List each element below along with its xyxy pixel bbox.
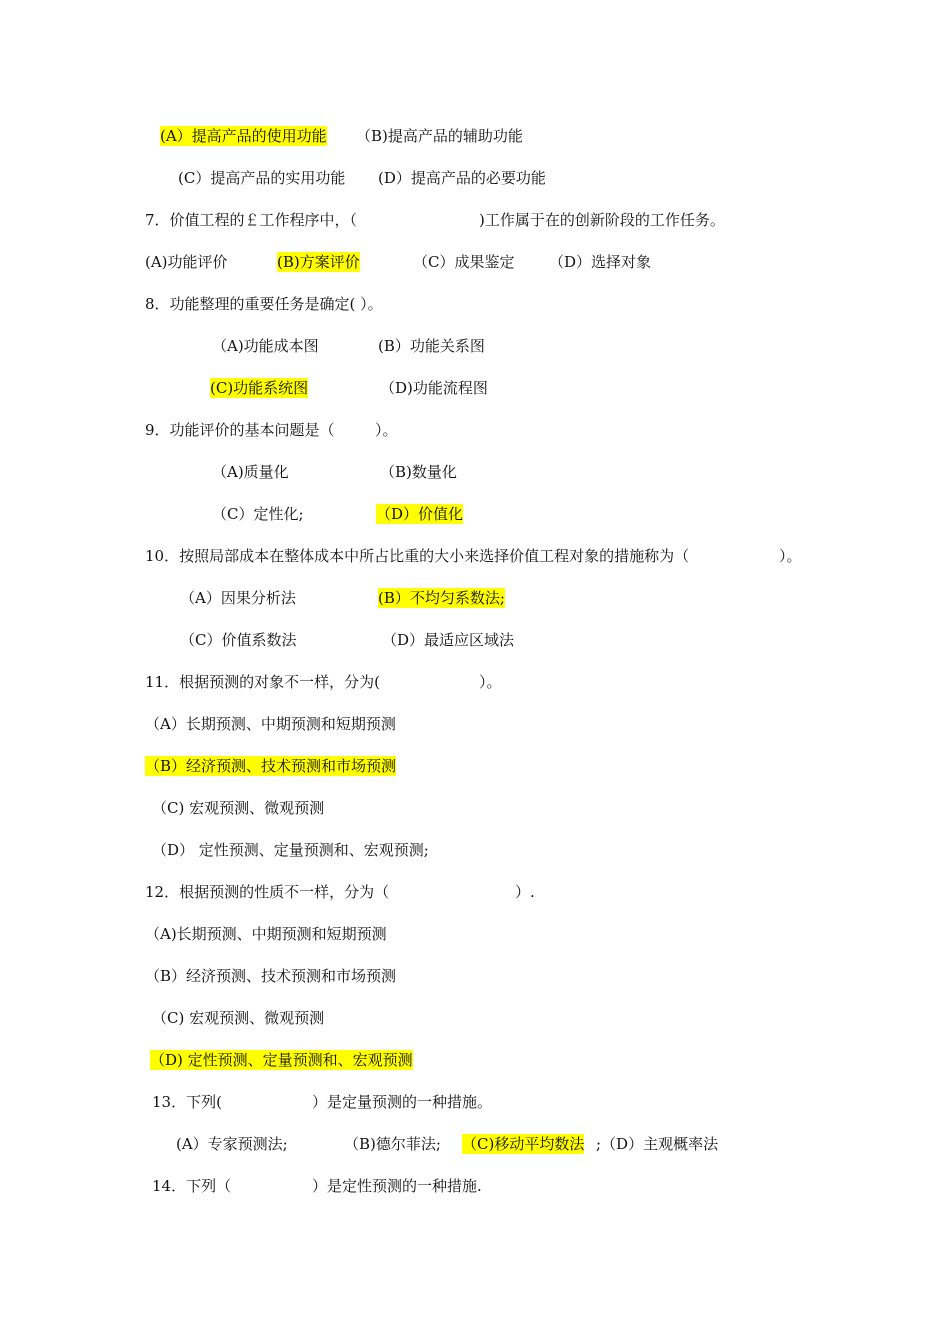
option-b-text: (B）不均匀系数法; [378, 589, 505, 607]
question-text: 11．根据预测的对象不一样，分为( [145, 673, 380, 691]
question-text: 8．功能整理的重要任务是确定( ）。 [145, 295, 383, 313]
option-a-text: (A）提高产品的使用功能 [160, 127, 327, 145]
question-text: 10．按照局部成本在整体成本中所占比重的大小来选择价值工程对象的措施称为（ [145, 547, 690, 565]
question-text-tail: ）。 [479, 673, 502, 691]
option-a-text: (A)功能评价 [145, 253, 228, 271]
option-a-text: （A）因果分析法 [180, 589, 296, 607]
option-a-text: （A）长期预测、中期预测和短期预测 [145, 715, 396, 733]
option-b-text: （B）经济预测、技术预测和市场预测 [145, 967, 397, 985]
option-a-text: （A)质量化 [212, 463, 289, 481]
option-b-text: （B)数量化 [380, 463, 457, 481]
option-c-text: (C)功能系统图 [210, 379, 309, 397]
question-text-tail: ）。 [779, 547, 802, 565]
option-d-text: （D）选择对象 [549, 253, 652, 271]
option-b-text: （B)德尔菲法; [344, 1135, 441, 1153]
question-text-tail: )工作属于在的创新阶段的工作任务。 [479, 211, 725, 229]
question-text: 14．下列（ [152, 1177, 232, 1195]
option-b-text: （B)提高产品的辅助功能 [356, 127, 523, 145]
question-text-tail: ）。 [375, 421, 398, 439]
option-c-text: （C) 宏观预测、微观预测 [152, 799, 325, 817]
option-a-text: （A)长期预测、中期预测和短期预测 [145, 925, 387, 943]
option-d-text: （D） 定性预测、定量预测和、宏观预测; [152, 841, 429, 859]
option-c-text: （C) 宏观预测、微观预测 [152, 1009, 325, 1027]
question-text-tail: ）是定量预测的一种措施。 [312, 1093, 493, 1111]
option-c-text: （C）定性化; [212, 505, 304, 523]
option-c-text: (C）提高产品的实用功能 [178, 169, 346, 187]
option-b-text: （B）经济预测、技术预测和市场预测 [145, 757, 397, 775]
option-c-text: （C）成果鉴定 [413, 253, 515, 271]
question-text-tail: ）是定性预测的一种措施. [312, 1177, 482, 1195]
option-a-text: (A）专家预测法; [176, 1135, 288, 1153]
option-d-text: （D）价值化 [376, 505, 464, 523]
question-text-tail: ）. [515, 883, 535, 901]
option-d-text: （D)功能流程图 [380, 379, 488, 397]
question-text: 12．根据预测的性质不一样，分为（ [145, 883, 390, 901]
option-c-text: （C)移动平均数法 [462, 1135, 585, 1153]
question-text: 9．功能评价的基本问题是（ [145, 421, 335, 439]
option-c-text: （C）价值系数法 [180, 631, 297, 649]
option-a-text: （A)功能成本图 [212, 337, 319, 355]
option-d-text: （D) 定性预测、定量预测和、宏观预测 [150, 1051, 413, 1069]
question-text: 13．下列( [152, 1093, 222, 1111]
option-d-text: ;（D）主观概率法 [596, 1135, 719, 1153]
option-b-text: (B)方案评价 [277, 253, 360, 271]
option-d-text: （D）最适应区域法 [382, 631, 515, 649]
option-b-text: (B）功能关系图 [378, 337, 485, 355]
option-d-text: (D）提高产品的必要功能 [378, 169, 546, 187]
question-text: 7．价值工程的￡工作程序中，（ [145, 211, 358, 229]
